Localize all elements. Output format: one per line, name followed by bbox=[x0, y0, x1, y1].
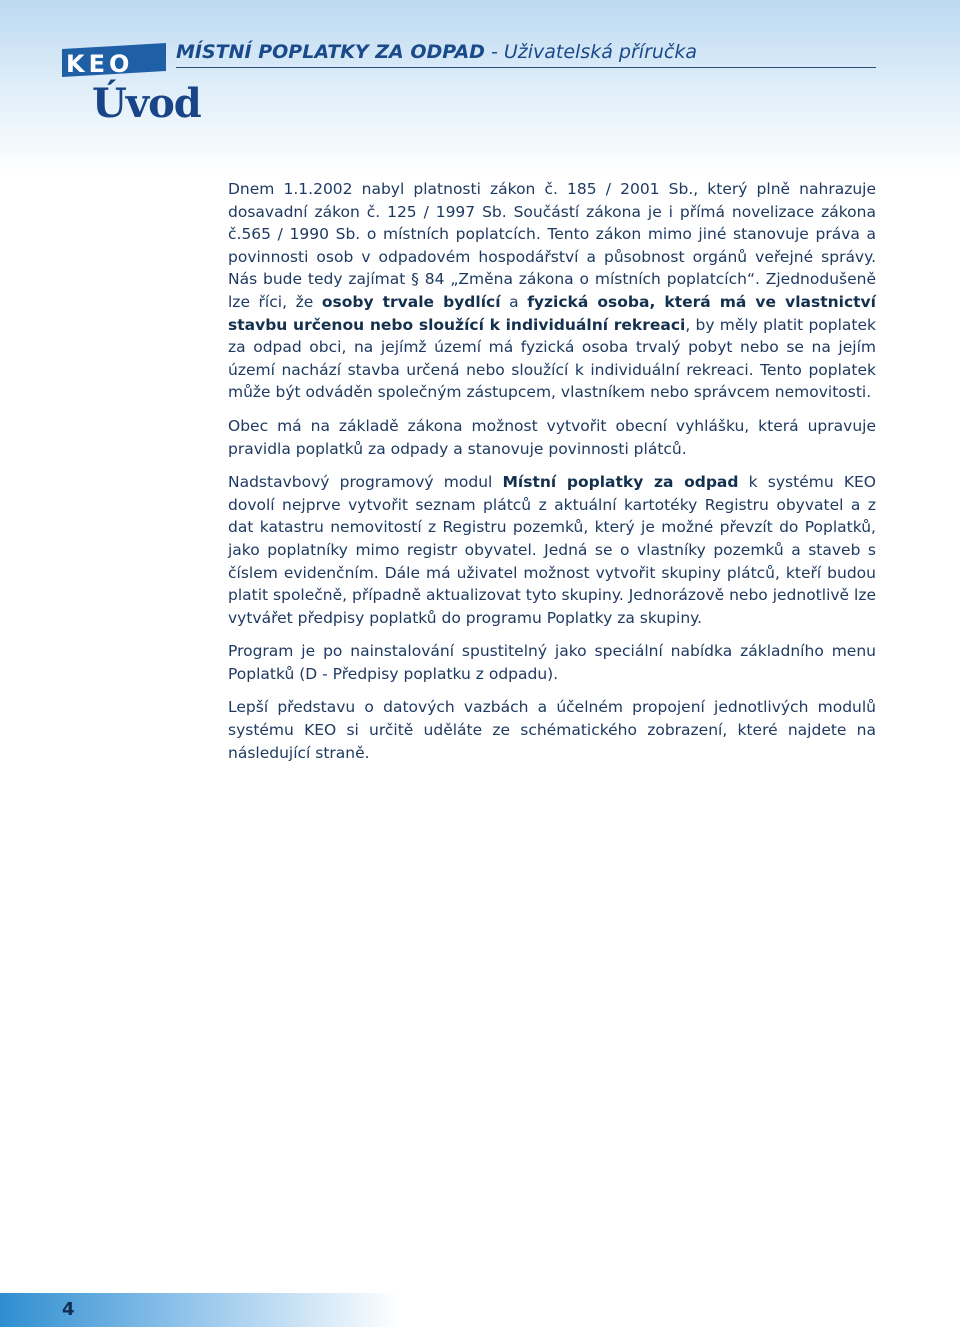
paragraph-5: Lepší představu o datových vazbách a účelném propojení jednotlivých modulů systému KEO si určitě uděláte ze schématického zobrazení, které najdete na následující straně. bbox=[228, 698, 876, 762]
p1-bold-1: osoby trvale bydlící bbox=[321, 292, 501, 311]
p1-text-2: a bbox=[500, 292, 528, 311]
document-title-bold: MÍSTNÍ POPLATKY ZA ODPAD bbox=[176, 41, 485, 63]
p3-text-2: k systému KEO dovolí nejprve vytvořit seznam plátců z aktuální kartotéky Registru obyvatel a z dat katastru nemovitostí z Registru pozemků, který je možné převzít do Poplatků, jako poplatníky mimo registr obyvatel. Jedná se o vlastníky pozemků a staveb s číslem evidenčním. Dále má uživatel možnost vytvořit skupiny plátců, kteří budou platit společně, případně aktualizovat tyto skupiny. Jednorázově nebo jednotlivě lze vytvářet předpisy poplatků do programu Poplatky za skupiny. bbox=[228, 473, 876, 627]
p3-text-1: Nadstavbový programový modul bbox=[228, 473, 503, 492]
page-title: Úvod bbox=[92, 80, 201, 127]
keo-logo bbox=[62, 43, 166, 77]
p3-bold-1: Místní poplatky za odpad bbox=[502, 473, 739, 492]
document-title-rest: - Uživatelská příručka bbox=[484, 41, 698, 63]
body-text bbox=[228, 178, 876, 775]
footer-gradient-band bbox=[0, 1293, 400, 1327]
p1-bold-2: fyzická osoba, která má ve vlastnictví stavbu určenou nebo sloužící k individuální rekreaci bbox=[228, 292, 876, 334]
p1-text-3: , by měly platit poplatek za odpad obci, na jejímž území má fyzická osoba trvalý pobyt nebo se na jejím území nachází stavba určená nebo sloužící k individuální rekreaci. Tento poplatek může být odváděn společným zástupcem, vlastníkem nebo správcem nemovitosti. bbox=[228, 315, 877, 402]
paragraph-2: Obec má na základě zákona možnost vytvořit obecní vyhlášku, která upravuje pravidla poplatků za odpady a stanovuje povinnosti plátců. bbox=[228, 416, 876, 458]
keo-logo-text: KEO bbox=[66, 50, 134, 77]
header-divider bbox=[176, 67, 876, 68]
document-title bbox=[176, 41, 697, 63]
p1-text-1: Dnem 1.1.2002 nabyl platnosti zákon č. 185 / 2001 Sb., který plně nahrazuje dosavadní zákon č. 125 / 1997 Sb. Součástí zákona je i přímá novelizace zákona č.565 / 1990 Sb. o místních poplatcích. Tento zákon mimo jiné stanovuje práva a povinnosti osob v odpadovém hospodářství a působnost orgánů veřejné správy. Nás bude tedy zajímat § 84 „Změna zákona o místních poplatcích“. Zjednodušeně lze říci, že bbox=[228, 180, 876, 311]
paragraph-1 bbox=[228, 178, 876, 404]
page-number: 4 bbox=[62, 1299, 75, 1320]
paragraph-4: Program je po nainstalování spustitelný jako speciální nabídka základního menu Poplatků (D - Předpisy poplatku z odpadu). bbox=[228, 642, 876, 683]
paragraph-3 bbox=[228, 471, 876, 629]
